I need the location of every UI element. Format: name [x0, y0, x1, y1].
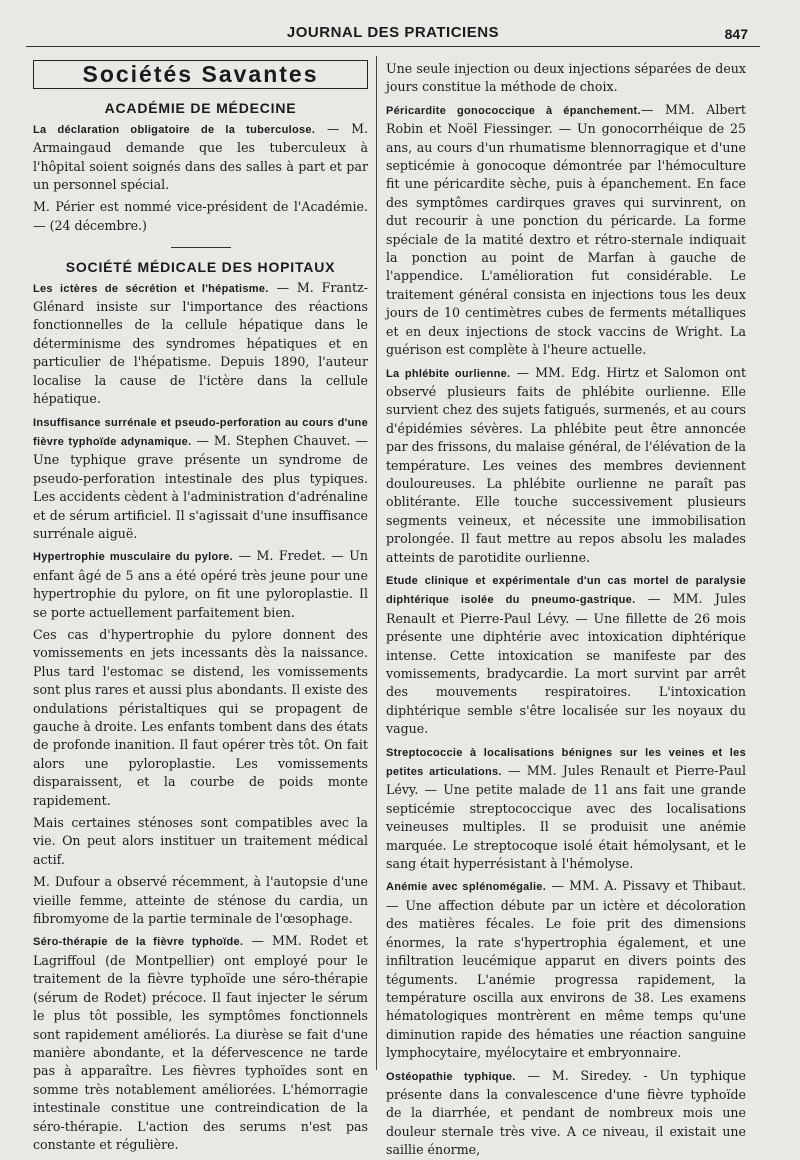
paragraph	[33, 120, 368, 195]
divider	[171, 247, 231, 248]
topic-heading: Les ictères de sécrétion et l'hépatisme.	[33, 282, 269, 295]
paragraph: Mais certaines sténoses sont compatibles avec la vie. On peut alors instituer un traitement médical actif.	[33, 815, 368, 867]
paragraph-text: — M. Armaingaud demande que les tuberculeux à l'hôpital soient soignés dans des salles à part et par un personnel spécial.	[33, 120, 369, 193]
paragraph-text: — MM. Edg. Hirtz et Salomon ont observé plusieurs faits de phlébite ourlienne. Elle survient chez des sujets fatigués, surmenés, et au cours d'épidémies sévères. La phlébite peut être annoncée par des frissons, du malaise général, de l'élévation de la température. Les veines des membres deviennent douloureuses. La phlébite ourlienne ne paraît pas oblitérante. Elle touche successivement plusieurs segments veineux, et nécessite une immobilisation prolongée. Il faut mettre au repos absolu les malades atteints de parotidite ourlienne.	[386, 364, 746, 565]
section-banner: Sociétés Savantes	[33, 60, 368, 89]
paragraph	[386, 364, 746, 567]
running-header	[26, 22, 760, 47]
paragraph-text: — MM. Jules Renault et Pierre-Paul Lévy. — Une fillette de 26 mois présente une diphtérie avec intoxication diphtérique intense. Cette intoxication se manifeste par des vomissements, bradycardie. La mort survint par arrêt des mouvements respiratoires. L'intoxication diphtérique semble s'être localisée sur les noyaux du vague.	[386, 591, 747, 737]
paragraph-text: — MM. Albert Robin et Noël Fiessinger. — Un gonocorrhéique de 25 ans, au cours d'un rhumatisme blennorragique et d'une septicémie à gonocoque démontrée par l'hémoculture fit une péricardite sèche, puis à épanchement. En face des symptômes cardirques graves qui survinrent, on dut recourir à une ponction du péricarde. La forme spéciale de la matité dextro et rétro-sternale indiquait la ponction au point de Marfan à gauche de l'appendice. L'amélioration fut considérable. Le traitement général consista en injections tous les deux jours de 10 centimètres cubes de ferments métalliques et en deux injections de stock vaccins de Wright. La guérison est complète à l'heure actuelle.	[386, 101, 746, 358]
society-heading-academie: ACADÉMIE DE MÉDECINE	[104, 100, 297, 117]
paragraph-text: — MM. A. Pissavy et Thibaut. — Une affection débute par un ictère et décoloration des matières fécales. Le foie prit des dimensions énormes, la rate s'hypertrophia également, et une infiltration leucémique apparut en divers points des téguments. L'anémie progressa rapidement, la température oscilla aux environs de 38. Les examens hématologiques montrèrent en même temps qu'une diminution rapide des hématies une réaction sanguine lymphocytaire, myélocytaire et embryonnaire.	[386, 878, 746, 1061]
paragraph: Ces cas d'hypertrophie du pylore donnent des vomissements en jets incessants dès la naissance. Plus tard l'estomac se distend, les vomissements sont plus rares et aussi plus abondants. Il existe des ondulations péristaltiques qui se propagent de gauche à droite. Les enfants tombent dans des états de profonde inanition. Il faut opérer très tôt. On fait alors une pyloroplastie. Les vomissements disparaissent, et la courbe de poids monte rapidement.	[33, 626, 368, 808]
journal-title: JOURNAL DES PRATICIENS	[286, 24, 500, 41]
paragraph-text: — M. Frantz-Glénard insiste sur l'importance des réactions fonctionnelles de la cellule hépatique dans le déterminisme des syndromes hépatiques et en particulier de l'hépatisme. Depuis 1890, l'auteur localise la cause de l'ictère dans la cellule hépatique.	[33, 279, 368, 407]
paragraph	[386, 877, 746, 1062]
society-heading-hopitaux: SOCIÉTÉ MÉDICALE DES HOPITAUX	[65, 259, 336, 276]
topic-heading: Insuffisance surrénale et pseudo-perforation au cours d'une fièvre typhoïde adynamique.	[33, 416, 368, 448]
topic-heading: La déclaration obligatoire de la tuberculose.	[33, 123, 316, 136]
paragraph: M. Dufour a observé récemment, à l'autopsie d'une vieille femme, atteinte de sténose du cardia, un fibromyome de la partie terminale de l'œsophage.	[33, 874, 368, 927]
paragraph-text: — M. Siredey. - Un typhique présente dans la convalescence d'une fièvre typhoïde de la diarrhée, et pendant de nombreux mois une douleur sternale très vive. A ce niveau, il existait une saillie énorme,	[386, 1067, 746, 1158]
topic-heading: Streptococcie à localisations bénignes sur les veines et les petites articulations.	[386, 746, 746, 779]
paragraph	[386, 743, 746, 874]
paragraph	[33, 932, 368, 1154]
paragraph: M. Périer est nommé vice-président de l'Académie. — (24 décembre.)	[33, 199, 368, 233]
left-column	[33, 60, 369, 1152]
topic-heading: Séro-thérapie de la fièvre typhoïde.	[33, 936, 244, 949]
page-number: 847	[724, 26, 748, 42]
right-column	[386, 60, 747, 1158]
paragraph	[386, 1067, 746, 1160]
topic-heading: La phlébite ourlienne.	[386, 367, 511, 380]
topic-heading: Péricardite gonococcique à épanchement.	[386, 104, 641, 117]
paragraph-text: — M. Stephen Chauvet. — Une typhique grave présente un syndrome de pseudo-perforation intestinale des plus typiques. Les accidents cèdent à l'administration d'adrénaline et de sérum artificiel. Il s'agissait d'une insuffisance surrénale aiguë.	[33, 432, 368, 541]
topic-heading: Ostéopathie typhique.	[386, 1070, 516, 1083]
paragraph-text: — MM. Jules Renault et Pierre-Paul Lévy. — Une petite malade de 11 ans fait une grande septicémie streptococcique avec des localisations veineuses multiples. Il se produisit une anémie marquée. Le streptocoque isolé était hémolysant, et le sang était hyperrésistant à l'hémolyse.	[386, 763, 746, 872]
topic-heading: Anémie avec splénomégalie.	[386, 881, 547, 894]
topic-heading: Hypertrophie musculaire du pylore.	[33, 551, 233, 564]
paragraph-text: — M. Fredet. — Un enfant âgé de 5 ans a été opéré très jeune pour une hypertrophie du pylore, on fit une pyloroplastie. Il se porte actuellement parfaitement bien.	[33, 548, 368, 620]
topic-heading: Etude clinique et expérimentale d'un cas mortel de paralysie diphtérique isolée du pneumo-gastrique.	[386, 574, 746, 607]
paragraph: Une seule injection ou deux injections séparées de deux jours constitue la méthode de choix.	[386, 61, 746, 95]
paragraph	[386, 101, 746, 360]
paragraph-text: — MM. Rodet et Lagriffoul (de Montpellier) ont employé pour le traitement de la fièvre typhoïde une séro-thérapie (sérum de Rodet) précoce. Il faut injecter le sérum le plus tôt possible, les symptômes fonctionnels sont rapidement améliorés. La diurèse se fait d'une manière abondante, et la défervescence ne tarde pas à apparaître. Les fièvres typhoïdes sont en somme très notablement améliorées. L'hémorragie intestinale constitue une contreindication de la séro-thérapie. L'action des serums n'est pas constante et régulière.	[33, 933, 368, 1152]
paragraph	[33, 413, 368, 544]
paragraph	[33, 279, 368, 409]
paragraph	[33, 547, 368, 622]
column-rule	[376, 56, 377, 1070]
paragraph	[386, 571, 746, 739]
